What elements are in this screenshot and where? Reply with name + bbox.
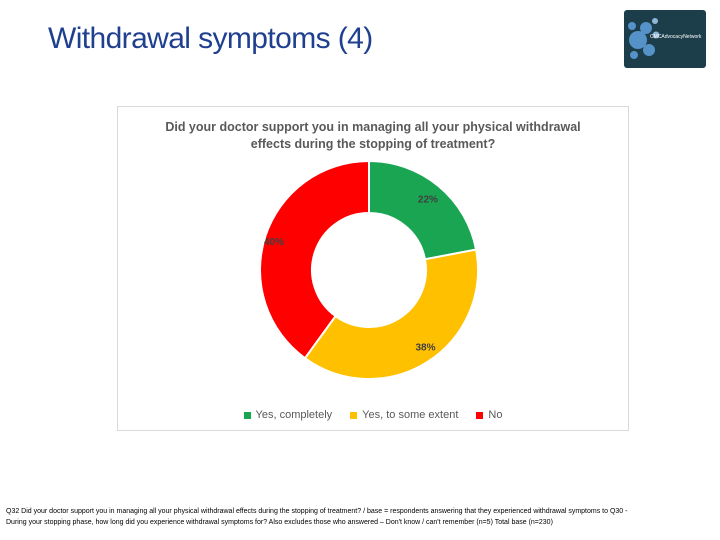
brand-logo [624, 10, 706, 68]
donut-slice-yes-completely [369, 161, 476, 259]
slice-data-label: 38% [415, 342, 436, 354]
slice-data-label: 40% [264, 236, 285, 248]
chart-frame [117, 106, 629, 431]
footnote-line: During your stopping phase, how long did you experience withdrawal symptoms for? Also excludes those who answered – Don't know / can't remember (n=5) Total base (n=230) [6, 519, 553, 526]
footnote [6, 506, 706, 528]
legend-item-yes-completely [244, 409, 333, 421]
legend-swatch-yellow [350, 412, 357, 419]
legend-label: No [488, 409, 503, 421]
legend-swatch-green [244, 412, 251, 419]
legend-label: Yes, to some extent [362, 409, 459, 421]
legend-item-yes-some-extent [350, 409, 458, 421]
legend-swatch-red [476, 412, 483, 419]
chart-title: Did your doctor support you in managing all your physical withdrawal effects during the stopping of treatment? [165, 120, 581, 151]
donut-chart [118, 107, 628, 430]
footnote-line: Q32 Did your doctor support you in managing all your physical withdrawal effects during the stopping of treatment? / base = respondents answering that they experienced withdrawal symptoms to Q30 - [6, 508, 628, 515]
slice-data-label: 22% [417, 194, 438, 206]
legend-item-no [476, 409, 502, 421]
logo-text: CMCAdvocacyNetwork [650, 34, 702, 40]
legend-label: Yes, completely [255, 409, 333, 421]
page-title: Withdrawal symptoms (4) [48, 22, 373, 55]
chart-legend [118, 409, 628, 421]
